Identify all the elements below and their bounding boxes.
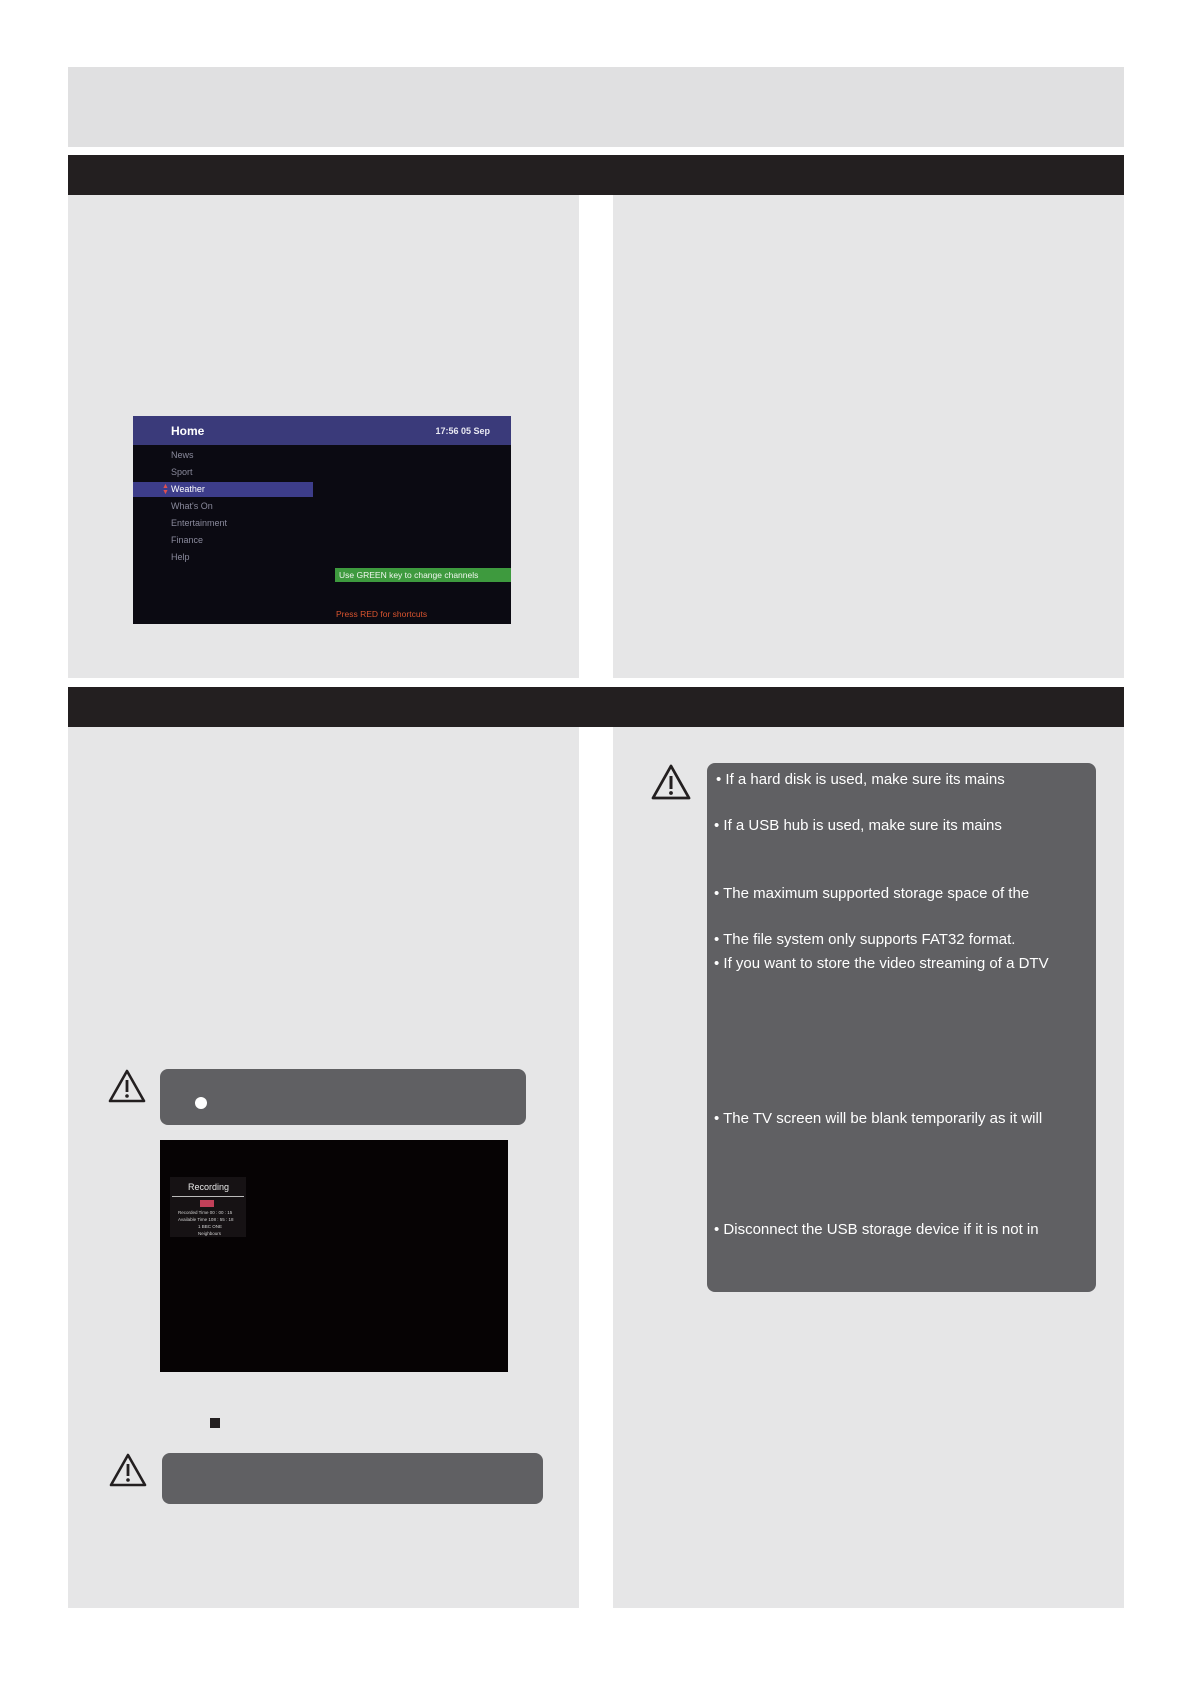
tv-menu-item-finance: Finance (171, 535, 204, 545)
record-button-icon (195, 1097, 207, 1109)
recording-row: 1 BBC ONE (198, 1224, 223, 1229)
usb-notes-box (707, 763, 1096, 1292)
red-hint-text: Press RED for shortcuts (336, 609, 428, 619)
tv-menu-item-help: Help (171, 552, 190, 562)
warning-icon (651, 764, 691, 800)
selection-arrows-icon: ▲ ▼ (162, 483, 169, 496)
section-bar-top (68, 155, 1124, 195)
page-header-band (68, 67, 1124, 147)
tv-menu-item-news: News (171, 450, 194, 460)
usb-note-fat32: • The file system only supports FAT32 format. (714, 931, 1016, 948)
recording-dialog-divider (172, 1196, 244, 1197)
record-note-box (160, 1069, 526, 1125)
recording-screenshot (160, 1140, 508, 1372)
stop-note-box (162, 1453, 543, 1504)
usb-note-hard-disk: • If a hard disk is used, make sure its mains (716, 771, 1005, 788)
tv-menu-title: Home (171, 424, 205, 438)
usb-note-dtv-streaming: • If you want to store the video streaming of a DTV (714, 955, 1049, 972)
recording-row: Recorded Time 00 : 00 : 15 (178, 1210, 233, 1215)
recording-row: Available Time 108 : 55 : 18 (178, 1217, 234, 1222)
tv-menu-clock: 17:56 05 Sep (435, 426, 490, 436)
recording-row: Neighbours (198, 1231, 222, 1236)
recording-progress-icon (200, 1200, 214, 1207)
tv-menu-selection-bar (133, 482, 313, 497)
warning-icon (108, 1069, 146, 1103)
usb-note-blank-screen: • The TV screen will be blank temporarily as it will (714, 1110, 1043, 1127)
green-hint-text: Use GREEN key to change channels (339, 570, 479, 580)
tv-menu-screenshot (133, 416, 511, 624)
tv-menu-item-weather: Weather (171, 484, 205, 494)
tv-menu-item-sport: Sport (171, 467, 193, 477)
tv-menu-item-entertainment: Entertainment (171, 518, 228, 528)
warning-icon (109, 1453, 147, 1487)
usb-note-max-storage: • The maximum supported storage space of the (714, 885, 1030, 902)
stop-button-icon (210, 1418, 220, 1428)
usb-note-disconnect: • Disconnect the USB storage device if it is not in (714, 1221, 1039, 1238)
section-bar-bottom (68, 687, 1124, 727)
tv-menu-item-whats-on: What's On (171, 501, 213, 511)
right-panel-top (613, 195, 1124, 678)
usb-note-usb-hub: • If a USB hub is used, make sure its mains (714, 817, 1002, 834)
recording-dialog-title: Recording (188, 1182, 230, 1192)
